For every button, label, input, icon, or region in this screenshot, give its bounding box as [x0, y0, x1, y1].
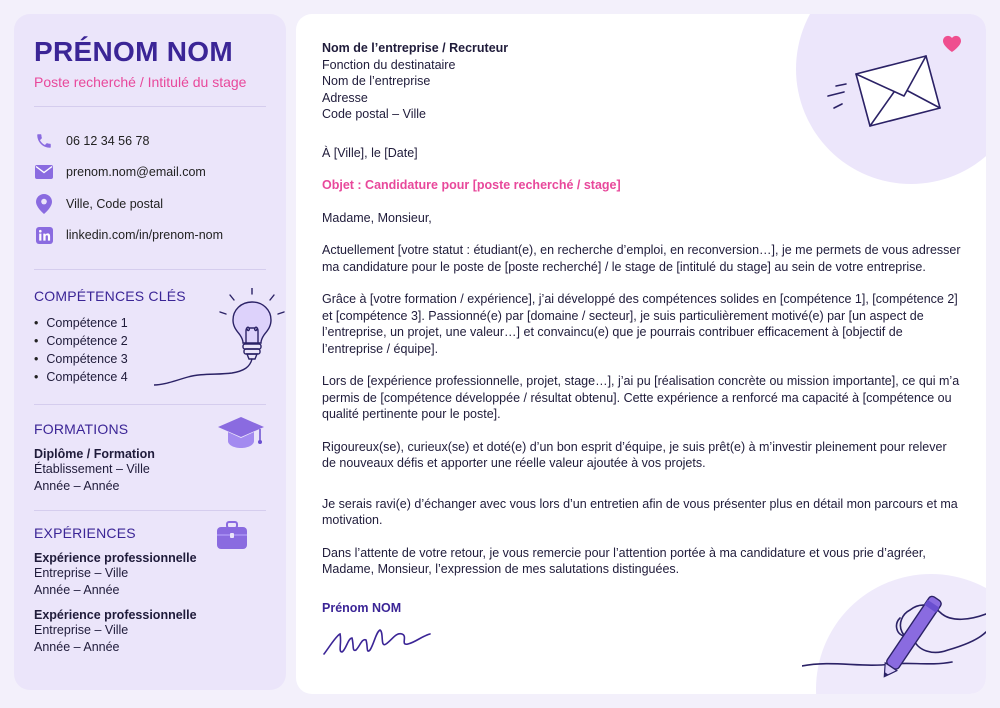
- contact-linkedin: [34, 220, 266, 252]
- signature-name: Prénom NOM: [322, 600, 402, 615]
- skills-section: [34, 288, 266, 398]
- experience-title: Expérience professionnelle: [34, 551, 197, 565]
- recipient-block: [322, 40, 962, 123]
- letter-paragraph: Grâce à [votre formation / expérience], j’ai développé des compétences solides en [compétence 1], [compétence 2] et [compétence 3]. Passionné(e) par [domaine / secteur], je suis particulièrement motivé(e) par [un aspect de l’entreprise, un projet, une valeur…] et convaincu(e) que je pourrais contribuer efficacement à [objectif de l’entreprise / équipe].: [322, 292, 958, 356]
- divider: [34, 106, 266, 107]
- contact-email: [34, 157, 266, 189]
- divider: [34, 404, 266, 405]
- contact-phone: [34, 125, 266, 157]
- phone-icon: [34, 131, 54, 151]
- mail-icon: [34, 162, 54, 182]
- formation-school: Établissement – Ville: [34, 462, 150, 476]
- contact-email-text: prenom.nom@email.com: [66, 165, 206, 180]
- letter-subject: Objet : Candidature pour [poste recherché / stage]: [322, 178, 621, 192]
- experience-years: Année – Année: [34, 639, 120, 654]
- experience-years: Année – Année: [34, 582, 120, 597]
- lightbulb-icon: [154, 288, 286, 388]
- briefcase-icon: [216, 521, 248, 551]
- letter-panel: [296, 14, 986, 694]
- recipient-line: Nom de l’entreprise: [322, 74, 431, 88]
- applicant-subtitle: Poste recherché / Intitulé du stage: [34, 74, 247, 90]
- experiences-section: [34, 525, 266, 655]
- recipient-line: Nom de l’entreprise / Recruteur: [322, 41, 509, 55]
- letter-paragraph: Lors de [expérience professionnelle, projet, stage…], j’ai pu [réalisation concrète ou mission importante], ce qui m’a permis de [compétence développée / résultat obtenu]. Cette expérience a renforcé ma capacité à [compétence ou qualité pertinente pour le poste].: [322, 374, 960, 421]
- place-date: À [Ville], le [Date]: [322, 145, 418, 160]
- contact-linkedin-text: linkedin.com/in/prenom-nom: [66, 228, 224, 243]
- letter-paragraph: Actuellement [votre statut : étudiant(e), en recherche d’emploi, en reconversion…], je me permets de vous adresser ma candidature pour le poste de [poste recherché] / le stage de [intitulé du stage] au sein de votre entreprise.: [322, 243, 961, 274]
- letter-paragraph: Je serais ravi(e) d’échanger avec vous lors d’un entretien afin de vous présenter plus en détail mon parcours et ma motivation.: [322, 496, 958, 527]
- contact-phone-text: 06 12 34 56 78: [66, 133, 150, 148]
- signature-graphic: [322, 620, 432, 660]
- experience-place: Entreprise – Ville: [34, 623, 129, 637]
- recipient-line: Code postal – Ville: [322, 107, 427, 121]
- letter-body: [322, 40, 962, 665]
- contact-list: [34, 125, 266, 251]
- skill-item: • Compétence 1: [34, 314, 266, 332]
- formations-section: [34, 421, 266, 494]
- recipient-line: Adresse: [322, 90, 368, 105]
- recipient-line: Fonction du destinataire: [322, 57, 456, 72]
- linkedin-icon: [34, 225, 54, 245]
- formation-degree: Diplôme / Formation: [34, 447, 155, 461]
- skill-item: • Compétence 4: [34, 368, 266, 386]
- contact-location: [34, 188, 266, 220]
- experiences-title: EXPÉRIENCES: [34, 525, 136, 541]
- graduation-cap-icon: [216, 415, 266, 451]
- skill-item: • Compétence 3: [34, 350, 266, 368]
- applicant-name: PRÉNOM NOM: [34, 36, 233, 67]
- letter-paragraph: Dans l’attente de votre retour, je vous remercie pour l’attention portée à ma candidature et vous prie d’agréer, Madame, Monsieur, l’expression de mes salutations distinguées.: [322, 545, 926, 576]
- formations-title: FORMATIONS: [34, 421, 129, 437]
- experience-place: Entreprise – Ville: [34, 566, 129, 580]
- location-pin-icon: [34, 194, 54, 214]
- letter-paragraph: Rigoureux(se), curieux(se) et doté(e) d’un bon esprit d’équipe, je suis prêt(e) à m’investir pleinement pour relever de nouveaux défis et apporter une réelle valeur ajoutée à vos projets.: [322, 439, 947, 470]
- formation-years: Année – Année: [34, 478, 120, 493]
- sidebar: [14, 14, 286, 690]
- experience-title: Expérience professionnelle: [34, 608, 197, 622]
- skills-title: COMPÉTENCES CLÉS: [34, 288, 186, 304]
- contact-location-text: Ville, Code postal: [66, 196, 164, 211]
- divider: [34, 269, 266, 270]
- skill-item: • Compétence 2: [34, 332, 266, 350]
- letter-greeting: Madame, Monsieur,: [322, 210, 432, 225]
- divider: [34, 510, 266, 511]
